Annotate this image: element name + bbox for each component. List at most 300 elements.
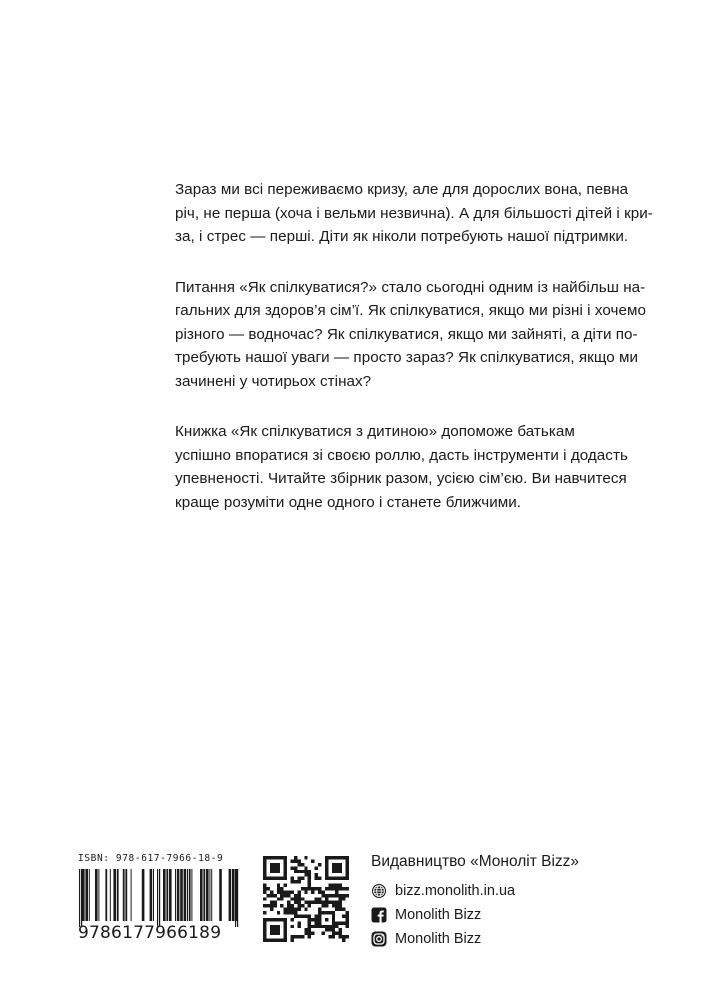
barcode-bar (189, 869, 191, 921)
website-link[interactable]: bizz.monolith.in.ua (395, 883, 516, 899)
qr-module (315, 877, 318, 880)
qr-module (332, 884, 335, 887)
barcode-bar (85, 869, 88, 921)
text-line: зачинені у чотирьох стінах? (175, 372, 372, 390)
qr-module (273, 894, 276, 897)
qr-module (318, 918, 321, 921)
qr-module (318, 897, 321, 900)
qr-module (308, 884, 311, 887)
qr-module (346, 918, 349, 921)
qr-module (321, 894, 324, 897)
qr-module (332, 866, 335, 869)
qr-module (332, 856, 335, 859)
qr-module (321, 904, 324, 907)
qr-module (277, 932, 280, 935)
qr-module (297, 877, 300, 880)
qr-module (339, 928, 342, 931)
qr-module (325, 901, 328, 904)
qr-module (280, 894, 283, 897)
qr-module (297, 870, 300, 873)
qr-module (291, 925, 294, 928)
text-line: Зараз ми всі переживаємо кризу, але для дорослих вона, певна (175, 181, 629, 198)
qr-module (308, 880, 311, 883)
qr-module (291, 911, 294, 914)
qr-module (291, 859, 294, 862)
text-line: требують нашої уваги — просто зараз? Як спілкуватися, якщо ми (175, 349, 639, 366)
qr-module (315, 918, 318, 921)
qr-module (318, 901, 321, 904)
qr-module (291, 877, 294, 880)
qr-module (280, 890, 283, 893)
qr-module (308, 904, 311, 907)
qr-module (335, 901, 338, 904)
qr-module (297, 863, 300, 866)
qr-module (284, 921, 287, 924)
qr-module (325, 918, 328, 921)
qr-module (315, 873, 318, 876)
qr-module (270, 856, 273, 859)
qr-module (308, 873, 311, 876)
qr-module (273, 925, 276, 928)
qr-module (291, 908, 294, 911)
qr-module (332, 925, 335, 928)
qr-module (273, 870, 276, 873)
facebook-link[interactable]: Monolith Bizz (395, 907, 482, 923)
qr-module (342, 908, 345, 911)
barcode-bar (131, 869, 132, 921)
qr-module (284, 932, 287, 935)
qr-module (332, 921, 335, 924)
qr-module (346, 887, 349, 890)
qr-module (318, 914, 321, 917)
qr-module (280, 877, 283, 880)
qr-module (287, 911, 290, 914)
qr-module (297, 925, 300, 928)
qr-module (318, 908, 321, 911)
qr-module (304, 901, 307, 904)
barcode-bar (200, 869, 203, 921)
qr-module (294, 935, 297, 938)
qr-module (321, 911, 324, 914)
qr-module (321, 932, 324, 935)
qr-module (273, 863, 276, 866)
qr-module (270, 863, 273, 866)
facebook-icon (371, 907, 387, 923)
qr-module (342, 921, 345, 924)
qr-module (342, 897, 345, 900)
barcode-bar (89, 869, 90, 921)
qr-module (263, 859, 266, 862)
barcode-bar (229, 869, 232, 921)
qr-module (270, 901, 273, 904)
qr-module (304, 890, 307, 893)
qr-module (318, 890, 321, 893)
qr-module (294, 856, 297, 859)
qr-module (270, 904, 273, 907)
qr-module (315, 925, 318, 928)
qr-module (311, 901, 314, 904)
qr-module (304, 932, 307, 935)
qr-module (346, 866, 349, 869)
qr-module (277, 877, 280, 880)
qr-module (335, 884, 338, 887)
qr-module (273, 904, 276, 907)
barcode-bar (163, 869, 166, 921)
qr-module (284, 890, 287, 893)
qr-module (284, 908, 287, 911)
qr-module (273, 939, 276, 942)
qr-module (284, 925, 287, 928)
qr-module (332, 894, 335, 897)
qr-module (321, 890, 324, 893)
globe-icon (371, 883, 387, 899)
qr-module (270, 894, 273, 897)
qr-module (266, 894, 269, 897)
qr-module (328, 925, 331, 928)
qr-module (297, 897, 300, 900)
qr-module (291, 880, 294, 883)
website-row[interactable] (371, 881, 515, 901)
qr-module (277, 928, 280, 931)
text-line: Книжка «Як спілкуватися з дитиною» допоможе батькам (175, 423, 575, 440)
qr-module (308, 918, 311, 921)
barcode-bar (123, 869, 125, 921)
qr-module (291, 939, 294, 942)
qr-module (284, 935, 287, 938)
qr-module (273, 928, 276, 931)
qr-module (325, 925, 328, 928)
barcode-bar (117, 869, 119, 921)
qr-module (304, 887, 307, 890)
qr-module (342, 877, 345, 880)
qr-module (315, 897, 318, 900)
qr-module (297, 890, 300, 893)
qr-module (294, 866, 297, 869)
qr-module (339, 870, 342, 873)
qr-module (270, 866, 273, 869)
qr-module (325, 870, 328, 873)
barcode-bar (187, 869, 188, 921)
qr-module (301, 904, 304, 907)
qr-module (342, 939, 345, 942)
text-line: за, і стрес — перші. Діти як ніколи потребують нашої підтримки. (175, 228, 629, 245)
qr-module (311, 918, 314, 921)
qr-module (266, 918, 269, 921)
qr-module (339, 894, 342, 897)
barcode-bar (157, 869, 158, 927)
qr-module (273, 856, 276, 859)
qr-module (339, 877, 342, 880)
qr-module (273, 866, 276, 869)
barcode-bar (142, 869, 145, 921)
qr-module (301, 877, 304, 880)
instagram-row[interactable] (371, 929, 481, 949)
barcode-bar (125, 869, 127, 921)
qr-module (346, 863, 349, 866)
qr-module (287, 890, 290, 893)
qr-module (325, 911, 328, 914)
qr-module (284, 856, 287, 859)
qr-module (277, 866, 280, 869)
qr-module (318, 863, 321, 866)
instagram-icon (371, 931, 387, 947)
text-line: краще розуміти одне одного і станете ближчими. (175, 493, 522, 511)
qr-module (277, 863, 280, 866)
qr-module (284, 870, 287, 873)
qr-module (328, 901, 331, 904)
qr-module (301, 914, 304, 917)
qr-module (335, 866, 338, 869)
qr-module (284, 884, 287, 887)
qr-module (346, 894, 349, 897)
instagram-link[interactable]: Monolith Bizz (395, 931, 482, 947)
qr-module (284, 918, 287, 921)
qr-module (270, 932, 273, 935)
qr-module (328, 911, 331, 914)
qr-module (328, 884, 331, 887)
qr-module (332, 928, 335, 931)
qr-module (287, 908, 290, 911)
qr-module (318, 887, 321, 890)
text-line: різного — водночас? Як спілкуватися, якщо ми зайняті, а діти по- (175, 325, 638, 343)
qr-module (266, 939, 269, 942)
qr-module (280, 856, 283, 859)
qr-module (315, 914, 318, 917)
qr-module (263, 873, 266, 876)
qr-module (308, 935, 311, 938)
qr-module (294, 908, 297, 911)
qr-module (335, 856, 338, 859)
qr-module (277, 887, 280, 890)
qr-module (332, 877, 335, 880)
qr-module (332, 870, 335, 873)
qr-module (339, 935, 342, 938)
qr-module (270, 877, 273, 880)
qr-module (308, 928, 311, 931)
qr-module (263, 897, 266, 900)
qr-module (346, 925, 349, 928)
barcode-bars (78, 869, 240, 927)
qr-module (263, 887, 266, 890)
qr-module (277, 870, 280, 873)
qr-module (280, 904, 283, 907)
qr-module (284, 877, 287, 880)
qr-module (263, 866, 266, 869)
qr-module (325, 873, 328, 876)
qr-module (339, 863, 342, 866)
qr-module (270, 870, 273, 873)
qr-module (263, 939, 266, 942)
qr-module (308, 901, 311, 904)
qr-module (311, 890, 314, 893)
qr-module (335, 908, 338, 911)
qr-module (308, 921, 311, 924)
isbn-barcode (78, 853, 240, 951)
qr-module (266, 887, 269, 890)
qr-module (263, 932, 266, 935)
qr-module (332, 918, 335, 921)
barcode-bar (191, 869, 192, 921)
qr-module (335, 925, 338, 928)
qr-module (301, 887, 304, 890)
qr-module (291, 890, 294, 893)
qr-module (263, 856, 266, 859)
qr-module (311, 925, 314, 928)
qr-module (346, 856, 349, 859)
barcode-bar (153, 869, 154, 921)
qr-module (291, 897, 294, 900)
qr-module (280, 897, 283, 900)
qr-module (284, 894, 287, 897)
qr-module (328, 887, 331, 890)
qr-module (304, 870, 307, 873)
qr-module (315, 901, 318, 904)
qr-module (325, 887, 328, 890)
qr-module (339, 887, 342, 890)
qr-module (328, 935, 331, 938)
qr-module (318, 921, 321, 924)
barcode-bar (159, 869, 160, 927)
qr-module (346, 921, 349, 924)
barcode-bar (206, 869, 209, 921)
barcode-bar (211, 869, 212, 921)
qr-module (339, 932, 342, 935)
barcode-bar (180, 869, 183, 921)
qr-module (284, 873, 287, 876)
qr-module (346, 870, 349, 873)
qr-module (325, 866, 328, 869)
qr-module (284, 939, 287, 942)
qr-module (308, 877, 311, 880)
qr-module (346, 873, 349, 876)
barcode-bar (184, 869, 187, 921)
qr-module (308, 932, 311, 935)
text-line: Питання «Як спілкуватися?» стало сьогодні одним із найбільш на- (175, 278, 646, 296)
qr-module (311, 932, 314, 935)
qr-module (339, 904, 342, 907)
qr-module (308, 914, 311, 917)
qr-module (263, 884, 266, 887)
qr-module (301, 935, 304, 938)
qr-module (304, 873, 307, 876)
qr-code (263, 856, 349, 942)
qr-module (291, 918, 294, 921)
qr-module (328, 928, 331, 931)
qr-module (332, 935, 335, 938)
text-line: упевненості. Читайте збірник разом, усією сім’єю. Ви навчитеся (175, 470, 627, 487)
qr-module (294, 897, 297, 900)
qr-module (304, 928, 307, 931)
qr-module (325, 859, 328, 862)
qr-module (270, 918, 273, 921)
qr-module (270, 928, 273, 931)
qr-module (297, 935, 300, 938)
qr-module (315, 887, 318, 890)
qr-module (328, 856, 331, 859)
qr-module (263, 877, 266, 880)
qr-module (311, 859, 314, 862)
qr-module (304, 914, 307, 917)
qr-module (328, 877, 331, 880)
qr-module (325, 894, 328, 897)
qr-module (335, 877, 338, 880)
barcode-bar (235, 869, 238, 921)
qr-module (335, 904, 338, 907)
qr-module (297, 901, 300, 904)
qr-module (335, 921, 338, 924)
qr-module (318, 911, 321, 914)
qr-module (332, 887, 335, 890)
qr-module (339, 866, 342, 869)
barcode-bar (98, 869, 99, 921)
qr-module (346, 859, 349, 862)
qr-module (263, 863, 266, 866)
qr-module (277, 939, 280, 942)
qr-module (291, 935, 294, 938)
qr-module (294, 880, 297, 883)
qr-module (297, 921, 300, 924)
qr-module (325, 928, 328, 931)
qr-module (263, 904, 266, 907)
qr-module (321, 925, 324, 928)
text-line: гальних для здоров’я сім’ї. Як спілкуватися, якщо ми різні і хочемо (175, 302, 646, 319)
qr-module (335, 932, 338, 935)
qr-module (311, 887, 314, 890)
qr-module (266, 904, 269, 907)
qr-module (263, 935, 266, 938)
qr-module (284, 866, 287, 869)
barcode-bar (113, 869, 116, 921)
qr-module (325, 877, 328, 880)
qr-module (339, 908, 342, 911)
qr-module (332, 904, 335, 907)
qr-module (346, 914, 349, 917)
qr-module (277, 911, 280, 914)
qr-module (291, 866, 294, 869)
qr-module (297, 880, 300, 883)
qr-module (342, 914, 345, 917)
qr-module (301, 897, 304, 900)
qr-module (342, 935, 345, 938)
qr-module (315, 866, 318, 869)
qr-module (315, 921, 318, 924)
qr-module (301, 863, 304, 866)
qr-module (273, 901, 276, 904)
qr-module (339, 897, 342, 900)
qr-module (339, 901, 342, 904)
qr-module (318, 877, 321, 880)
qr-module (297, 914, 300, 917)
qr-module (342, 856, 345, 859)
barcode-bar (105, 869, 107, 921)
qr-module (342, 894, 345, 897)
qr-module (297, 908, 300, 911)
text-line: річ, не перша (хоча і вельми незвична). А для більшості дітей і кри- (175, 204, 653, 222)
qr-module (335, 863, 338, 866)
qr-module (335, 870, 338, 873)
qr-module (263, 870, 266, 873)
facebook-row[interactable] (371, 905, 481, 925)
qr-module (270, 939, 273, 942)
barcode-bar (79, 869, 80, 927)
qr-module (294, 894, 297, 897)
qr-module (346, 935, 349, 938)
qr-module (284, 863, 287, 866)
qr-module (294, 859, 297, 862)
qr-module (342, 887, 345, 890)
qr-module (273, 932, 276, 935)
isbn-label: ISBN: 978-617-7966-18-9 (78, 853, 224, 864)
